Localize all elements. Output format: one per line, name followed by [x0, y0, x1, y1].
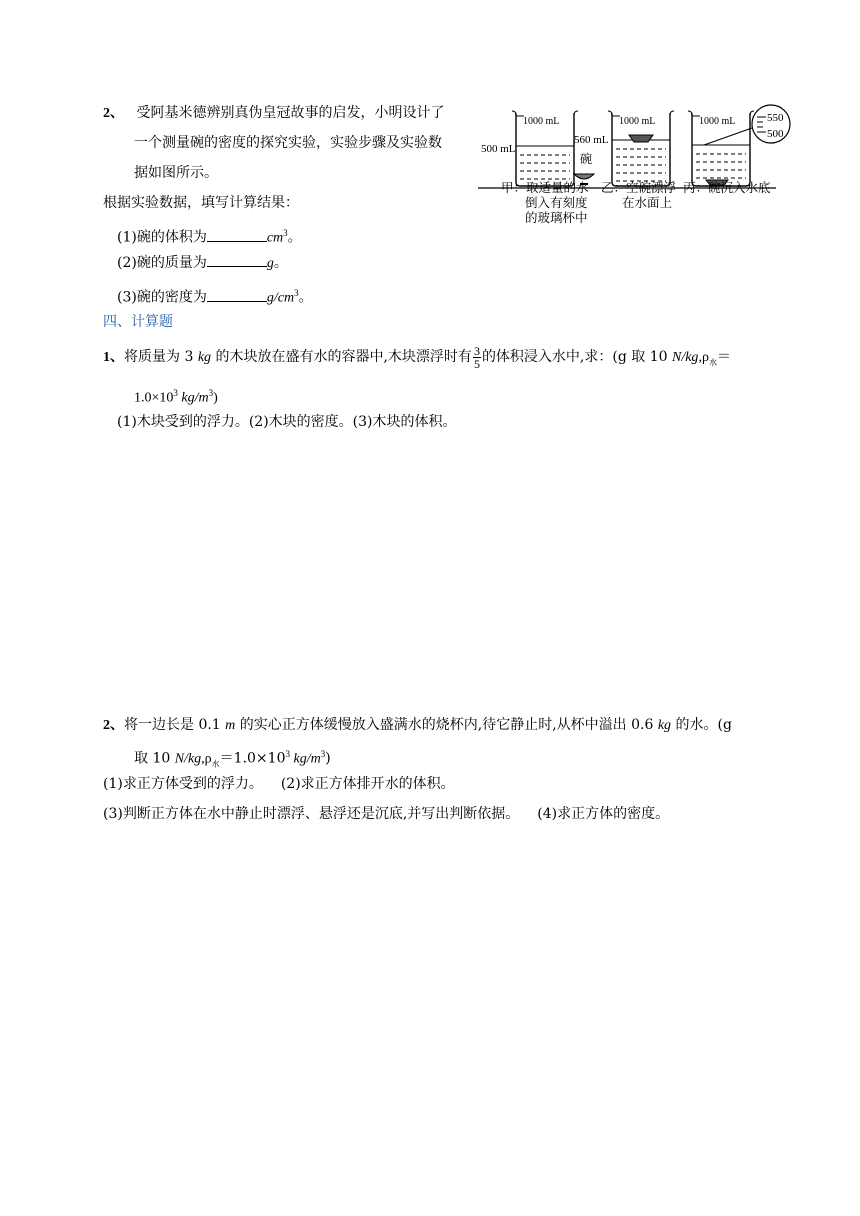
caption-c-line1: 丙：碗沉入水底	[683, 180, 771, 195]
problem-2-questions-row1: (1)求正方体受到的浮力。 (2)求正方体排开水的体积。	[103, 776, 455, 792]
beaker-b-capacity: 1000 mL	[619, 116, 656, 127]
question-text-line1: 受阿基米德辨别真伪皇冠故事的启发，小明设计了	[136, 105, 445, 121]
caption-a-line3: 的玻璃杯中	[525, 210, 588, 225]
level-b-label: 560 mL	[574, 134, 609, 146]
beaker-c-capacity: 1000 mL	[699, 116, 736, 127]
question-text-line3: 据如图所示。	[134, 165, 218, 181]
beaker-c	[688, 105, 790, 186]
zoom-bottom-label: 500	[767, 128, 784, 140]
problem-2-questions-row2: (3)判断正方体在水中静止时漂浮、悬浮还是沉底,并写出判断依据。 (4)求正方体的密度。	[103, 806, 670, 822]
fill-item-1: (1)碗的体积为 $cm^3$。	[117, 228, 302, 246]
answer-blank[interactable]	[207, 229, 267, 242]
caption-b-line2: 在水面上	[622, 195, 673, 210]
question-2	[103, 104, 444, 123]
answer-blank[interactable]	[207, 289, 267, 302]
problem-1-line1: 1、将质量为 3 kg 的木块放在盛有水的容器中,木块漂浮时有 $\frac{3}{5}$ 的体积浸入水中,求：(g 取 10 $N/kg,\rho_水=$	[103, 343, 731, 371]
caption-b-line1: 乙：空碗漂浮	[601, 180, 677, 195]
fill-prompt: 根据实验数据，填写计算结果：	[103, 195, 299, 211]
answer-blank[interactable]	[207, 254, 267, 267]
beaker-a	[481, 111, 578, 186]
bowl-label: 碗	[580, 152, 593, 166]
level-a-label: 500 mL	[481, 143, 516, 155]
question-text-line2: 一个测量碗的密度的探究实验，实验步骤及实验数	[134, 135, 442, 151]
fraction: $\frac{3}{5}$	[473, 343, 480, 371]
experiment-figure	[476, 100, 796, 230]
beaker-b	[574, 111, 674, 186]
problem-2-line1: 2、将一边长是 0.1 m 的实心正方体缓慢放入盛满水的烧杯内,待它静止时,从杯中溢出 0.6 kg 的水。(g	[103, 717, 732, 733]
zoom-top-label: 550	[767, 112, 784, 124]
caption-a-line1: 甲：取适量的水	[501, 180, 589, 195]
section-heading: 四、计算题	[103, 314, 173, 330]
problem-2-line2: 取 10 $N/kg,\rho_水=1.0\times 10^3$ $kg/m^3$)	[134, 749, 331, 769]
problem-1-questions: (1)木块受到的浮力。(2)木块的密度。(3)木块的体积。	[117, 414, 457, 430]
problem-1-line2: $1.0\times 10^3$ $kg/m^3$)	[134, 388, 218, 406]
fill-item-3: (3)碗的密度为 $g/cm^3$。	[117, 288, 313, 306]
caption-a-line2: 倒入有刻度	[525, 195, 588, 210]
fill-item-2: (2)碗的质量为 g。	[117, 255, 288, 271]
beaker-a-capacity: 1000 mL	[523, 116, 560, 127]
question-number: 2、	[103, 106, 124, 121]
